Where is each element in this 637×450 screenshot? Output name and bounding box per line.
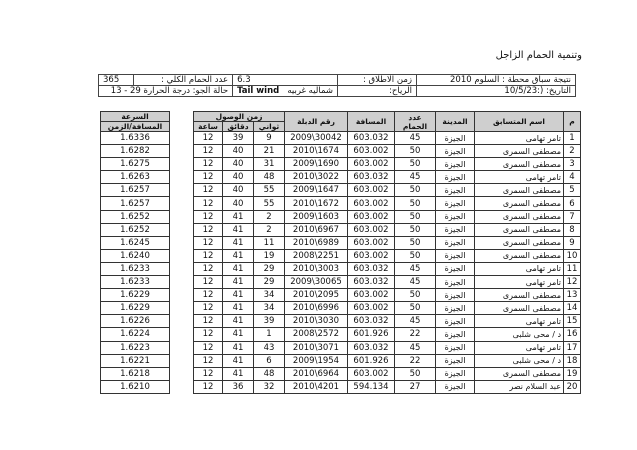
table-row <box>194 354 581 367</box>
city: الجيزة <box>436 289 475 302</box>
arrival-second: 39 <box>254 315 285 328</box>
wind-value-cell <box>233 86 338 97</box>
table-row <box>194 262 581 275</box>
bird-count: 50 <box>395 223 436 236</box>
arrival-minute: 41 <box>223 354 254 367</box>
distance: 603.002 <box>348 184 395 197</box>
wind-label: الرياح: <box>338 86 417 97</box>
ring-number: 3022\2010 <box>285 171 348 184</box>
arrival-second: 19 <box>254 249 285 262</box>
arrival-minute: 41 <box>223 236 254 249</box>
speed-value: 1.6229 <box>101 289 170 302</box>
row-number: 8 <box>564 223 581 236</box>
arrival-hour: 12 <box>194 197 223 210</box>
competitor-name: تامر تهامى <box>475 276 564 289</box>
speed-row <box>101 210 170 223</box>
ring-number: 1954\2009 <box>285 354 348 367</box>
speed-value: 1.6233 <box>101 262 170 275</box>
speed-row <box>101 158 170 171</box>
arrival-minute: 40 <box>223 184 254 197</box>
distance: 603.002 <box>348 236 395 249</box>
row-number: 3 <box>564 158 581 171</box>
arrival-second: 21 <box>254 145 285 158</box>
arrival-second: 55 <box>254 184 285 197</box>
row-number: 13 <box>564 289 581 302</box>
ring-number: 30065\2009 <box>285 276 348 289</box>
arrival-second: 29 <box>254 262 285 275</box>
distance: 594.134 <box>348 380 395 393</box>
speed-value: 1.6252 <box>101 210 170 223</box>
arrival-minute: 39 <box>223 132 254 145</box>
speed-row <box>101 341 170 354</box>
table-row <box>194 249 581 262</box>
city: الجيزة <box>436 302 475 315</box>
row-number: 20 <box>564 380 581 393</box>
arrival-hour: 12 <box>194 171 223 184</box>
bird-count: 50 <box>395 145 436 158</box>
city: الجيزة <box>436 341 475 354</box>
arrival-hour: 12 <box>194 249 223 262</box>
ring-number: 2095\2010 <box>285 289 348 302</box>
speed-row <box>101 276 170 289</box>
ring-number: 6989\2010 <box>285 236 348 249</box>
date-cell <box>417 86 576 97</box>
arrival-hour: 12 <box>194 276 223 289</box>
competitor-name: مصطفى السمرى <box>475 197 564 210</box>
ring-number: 30042\2009 <box>285 132 348 145</box>
speed-subheader: المسافة/الزمن <box>101 122 170 132</box>
city: الجيزة <box>436 223 475 236</box>
weather-label: حالة الجو: درجة الحرارة 29 - 13 <box>99 86 233 97</box>
speed-row <box>101 223 170 236</box>
speed-row <box>101 236 170 249</box>
ring-number: 3003\2010 <box>285 262 348 275</box>
bird-count: 45 <box>395 171 436 184</box>
col-distance: المسافة <box>348 112 395 132</box>
arrival-second: 34 <box>254 302 285 315</box>
arrival-minute: 40 <box>223 145 254 158</box>
city: الجيزة <box>436 354 475 367</box>
race-year: 2010 <box>450 75 472 85</box>
row-number: 9 <box>564 236 581 249</box>
ring-number: 1603\2009 <box>285 210 348 223</box>
table-row <box>194 171 581 184</box>
bird-count: 50 <box>395 302 436 315</box>
race-info-table <box>98 74 576 97</box>
row-number: 18 <box>564 354 581 367</box>
arrival-hour: 12 <box>194 380 223 393</box>
ring-number: 3071\2010 <box>285 341 348 354</box>
arrival-hour: 12 <box>194 367 223 380</box>
row-number: 5 <box>564 184 581 197</box>
distance: 601.926 <box>348 328 395 341</box>
bird-count: 45 <box>395 315 436 328</box>
col-num: م <box>564 112 581 132</box>
distance: 603.002 <box>348 145 395 158</box>
competitor-name: مصطفى السمرى <box>475 145 564 158</box>
speed-row <box>101 302 170 315</box>
distance: 603.032 <box>348 315 395 328</box>
bird-count: 45 <box>395 132 436 145</box>
table-row <box>194 197 581 210</box>
arrival-hour: 12 <box>194 158 223 171</box>
speed-row <box>101 145 170 158</box>
speed-value: 1.6226 <box>101 315 170 328</box>
arrival-minute: 41 <box>223 276 254 289</box>
organization-title: وتنمية الحمام الزاجل <box>495 50 582 61</box>
col-arrival: زمن الوصول <box>194 112 285 122</box>
arrival-second: 9 <box>254 132 285 145</box>
ring-number: 4201\2010 <box>285 380 348 393</box>
row-number: 6 <box>564 197 581 210</box>
table-row <box>194 210 581 223</box>
bird-count: 50 <box>395 197 436 210</box>
competitor-name: تامر تهامى <box>475 171 564 184</box>
city: الجيزة <box>436 145 475 158</box>
table-row <box>194 145 581 158</box>
arrival-hour: 12 <box>194 354 223 367</box>
row-number: 10 <box>564 249 581 262</box>
speed-value: 1.6282 <box>101 145 170 158</box>
arrival-minute: 40 <box>223 158 254 171</box>
competitor-name: مصطفى السمرى <box>475 367 564 380</box>
bird-count: 50 <box>395 367 436 380</box>
arrival-minute: 41 <box>223 262 254 275</box>
bird-count: 27 <box>395 380 436 393</box>
bird-count: 50 <box>395 184 436 197</box>
competitor-name: د / محى شلبى <box>475 328 564 341</box>
table-row <box>194 223 581 236</box>
distance: 603.002 <box>348 210 395 223</box>
city: الجيزة <box>436 367 475 380</box>
arrival-minute: 40 <box>223 171 254 184</box>
speed-row <box>101 262 170 275</box>
col-city: المدينة <box>436 112 475 132</box>
speed-row <box>101 184 170 197</box>
row-number: 15 <box>564 315 581 328</box>
speed-table-body <box>101 132 170 394</box>
col-hour: ساعة <box>194 122 223 132</box>
city: الجيزة <box>436 249 475 262</box>
wind-english: Tail wind <box>237 86 280 96</box>
speed-header: السرعة <box>101 112 170 122</box>
ring-number: 2572\2008 <box>285 328 348 341</box>
city: الجيزة <box>436 315 475 328</box>
competitor-name: تامر تهامى <box>475 262 564 275</box>
arrival-hour: 12 <box>194 236 223 249</box>
arrival-minute: 41 <box>223 302 254 315</box>
total-birds-label: عدد الحمام الكلي : <box>134 75 233 86</box>
speed-value: 1.6252 <box>101 223 170 236</box>
speed-value: 1.6275 <box>101 158 170 171</box>
row-number: 16 <box>564 328 581 341</box>
speed-value: 1.6218 <box>101 367 170 380</box>
ring-number: 2251\2008 <box>285 249 348 262</box>
speed-row <box>101 249 170 262</box>
bird-count: 50 <box>395 210 436 223</box>
table-row <box>194 341 581 354</box>
distance: 603.002 <box>348 367 395 380</box>
arrival-hour: 12 <box>194 223 223 236</box>
speed-value: 1.6229 <box>101 302 170 315</box>
competitor-name: عبد السلام نصر <box>475 380 564 393</box>
competitor-name: تامر تهامى <box>475 341 564 354</box>
arrival-hour: 12 <box>194 328 223 341</box>
row-number: 19 <box>564 367 581 380</box>
distance: 603.032 <box>348 276 395 289</box>
competitor-name: مصطفى السمرى <box>475 158 564 171</box>
speed-value: 1.6210 <box>101 380 170 393</box>
distance: 603.032 <box>348 171 395 184</box>
competitor-name: مصطفى السمرى <box>475 223 564 236</box>
table-row <box>194 380 581 393</box>
arrival-hour: 12 <box>194 302 223 315</box>
col-ring: رقم الدبلة <box>285 112 348 132</box>
distance: 603.032 <box>348 341 395 354</box>
speed-row <box>101 197 170 210</box>
race-info-row-2 <box>99 86 576 97</box>
arrival-second: 6 <box>254 354 285 367</box>
table-row <box>194 132 581 145</box>
speed-value: 1.6224 <box>101 328 170 341</box>
competitor-name: مصطفى السمرى <box>475 289 564 302</box>
bird-count: 45 <box>395 341 436 354</box>
distance: 603.002 <box>348 289 395 302</box>
arrival-hour: 12 <box>194 145 223 158</box>
speed-row <box>101 367 170 380</box>
bird-count: 50 <box>395 236 436 249</box>
speed-value: 1.6257 <box>101 197 170 210</box>
arrival-minute: 40 <box>223 197 254 210</box>
city: الجيزة <box>436 132 475 145</box>
distance: 601.926 <box>348 354 395 367</box>
col-name: اسم المتسابق <box>475 112 564 132</box>
col-minute: دقائق <box>223 122 254 132</box>
row-number: 7 <box>564 210 581 223</box>
arrival-second: 31 <box>254 158 285 171</box>
speed-row <box>101 132 170 145</box>
start-time-value: 6.3 <box>233 75 338 86</box>
ring-number: 1690\2009 <box>285 158 348 171</box>
speed-row <box>101 328 170 341</box>
bird-count: 50 <box>395 289 436 302</box>
distance: 603.002 <box>348 249 395 262</box>
distance: 603.002 <box>348 302 395 315</box>
bird-count: 45 <box>395 262 436 275</box>
row-number: 11 <box>564 262 581 275</box>
speed-value: 1.6336 <box>101 132 170 145</box>
speed-row <box>101 354 170 367</box>
arrival-hour: 12 <box>194 132 223 145</box>
ring-number: 6964\2010 <box>285 367 348 380</box>
total-birds-value: 365 <box>99 75 134 86</box>
distance: 603.002 <box>348 197 395 210</box>
speed-value: 1.6221 <box>101 354 170 367</box>
bird-count: 22 <box>395 354 436 367</box>
wind-value: شماليه غربيه <box>287 86 333 96</box>
start-time-label: زمن الاطلاق : <box>338 75 417 86</box>
race-label-text: نتيجة سباق محطة : السلوم <box>474 75 571 85</box>
row-number: 14 <box>564 302 581 315</box>
bird-count: 50 <box>395 158 436 171</box>
table-row <box>194 158 581 171</box>
col-second: ثواني <box>254 122 285 132</box>
bird-count: 50 <box>395 249 436 262</box>
arrival-second: 48 <box>254 171 285 184</box>
arrival-second: 29 <box>254 276 285 289</box>
speed-value: 1.6245 <box>101 236 170 249</box>
table-row <box>194 302 581 315</box>
speed-value: 1.6240 <box>101 249 170 262</box>
arrival-minute: 41 <box>223 328 254 341</box>
distance: 603.002 <box>348 158 395 171</box>
city: الجيزة <box>436 158 475 171</box>
arrival-hour: 12 <box>194 341 223 354</box>
city: الجيزة <box>436 210 475 223</box>
arrival-second: 11 <box>254 236 285 249</box>
table-row <box>194 367 581 380</box>
row-number: 2 <box>564 145 581 158</box>
city: الجيزة <box>436 197 475 210</box>
speed-value: 1.6263 <box>101 171 170 184</box>
ring-number: 6967\2010 <box>285 223 348 236</box>
arrival-second: 48 <box>254 367 285 380</box>
competitor-name: مصطفى السمرى <box>475 184 564 197</box>
arrival-hour: 12 <box>194 210 223 223</box>
arrival-second: 32 <box>254 380 285 393</box>
competitor-name: تامر تهامى <box>475 315 564 328</box>
distance: 603.032 <box>348 132 395 145</box>
speed-row <box>101 315 170 328</box>
competitor-name: د / محى شلبى <box>475 354 564 367</box>
competitor-name: تامر تهامى <box>475 132 564 145</box>
arrival-second: 2 <box>254 223 285 236</box>
arrival-minute: 41 <box>223 315 254 328</box>
ring-number: 1647\2009 <box>285 184 348 197</box>
table-row <box>194 276 581 289</box>
speed-row <box>101 289 170 302</box>
race-info-row-1 <box>99 75 576 86</box>
date-value: 10/5/23:) <box>504 86 544 96</box>
ring-number: 1674\2010 <box>285 145 348 158</box>
arrival-second: 55 <box>254 197 285 210</box>
race-label <box>417 75 576 86</box>
competitor-name: مصطفى السمرى <box>475 210 564 223</box>
col-birds: عدد الحمام <box>395 112 436 132</box>
row-number: 17 <box>564 341 581 354</box>
bird-count: 45 <box>395 276 436 289</box>
arrival-minute: 41 <box>223 289 254 302</box>
arrival-hour: 12 <box>194 184 223 197</box>
arrival-minute: 41 <box>223 367 254 380</box>
distance: 603.032 <box>348 262 395 275</box>
arrival-second: 34 <box>254 289 285 302</box>
ring-number: 1672\2010 <box>285 197 348 210</box>
ring-number: 3030\2010 <box>285 315 348 328</box>
results-table <box>193 111 581 394</box>
arrival-minute: 41 <box>223 341 254 354</box>
ring-number: 6996\2010 <box>285 302 348 315</box>
arrival-hour: 12 <box>194 315 223 328</box>
arrival-hour: 12 <box>194 289 223 302</box>
distance: 603.002 <box>348 223 395 236</box>
row-number: 12 <box>564 276 581 289</box>
results-table-body <box>194 132 581 394</box>
arrival-second: 2 <box>254 210 285 223</box>
competitor-name: مصطفى السمرى <box>475 236 564 249</box>
row-number: 4 <box>564 171 581 184</box>
speed-value: 1.6223 <box>101 341 170 354</box>
city: الجيزة <box>436 236 475 249</box>
bird-count: 22 <box>395 328 436 341</box>
arrival-minute: 41 <box>223 210 254 223</box>
date-label: التاريخ: <box>546 86 571 96</box>
arrival-minute: 36 <box>223 380 254 393</box>
arrival-minute: 41 <box>223 223 254 236</box>
competitor-name: مصطفى السمرى <box>475 302 564 315</box>
speed-value: 1.6257 <box>101 184 170 197</box>
arrival-second: 43 <box>254 341 285 354</box>
city: الجيزة <box>436 276 475 289</box>
table-row <box>194 315 581 328</box>
competitor-name: مصطفى السمرى <box>475 249 564 262</box>
table-row <box>194 328 581 341</box>
speed-value: 1.6233 <box>101 276 170 289</box>
arrival-second: 1 <box>254 328 285 341</box>
city: الجيزة <box>436 380 475 393</box>
row-number: 1 <box>564 132 581 145</box>
table-row <box>194 184 581 197</box>
city: الجيزة <box>436 184 475 197</box>
arrival-minute: 41 <box>223 249 254 262</box>
city: الجيزة <box>436 262 475 275</box>
table-row <box>194 236 581 249</box>
speed-row <box>101 171 170 184</box>
speed-table <box>100 111 170 394</box>
table-row <box>194 289 581 302</box>
speed-row <box>101 380 170 393</box>
city: الجيزة <box>436 171 475 184</box>
arrival-hour: 12 <box>194 262 223 275</box>
city: الجيزة <box>436 328 475 341</box>
